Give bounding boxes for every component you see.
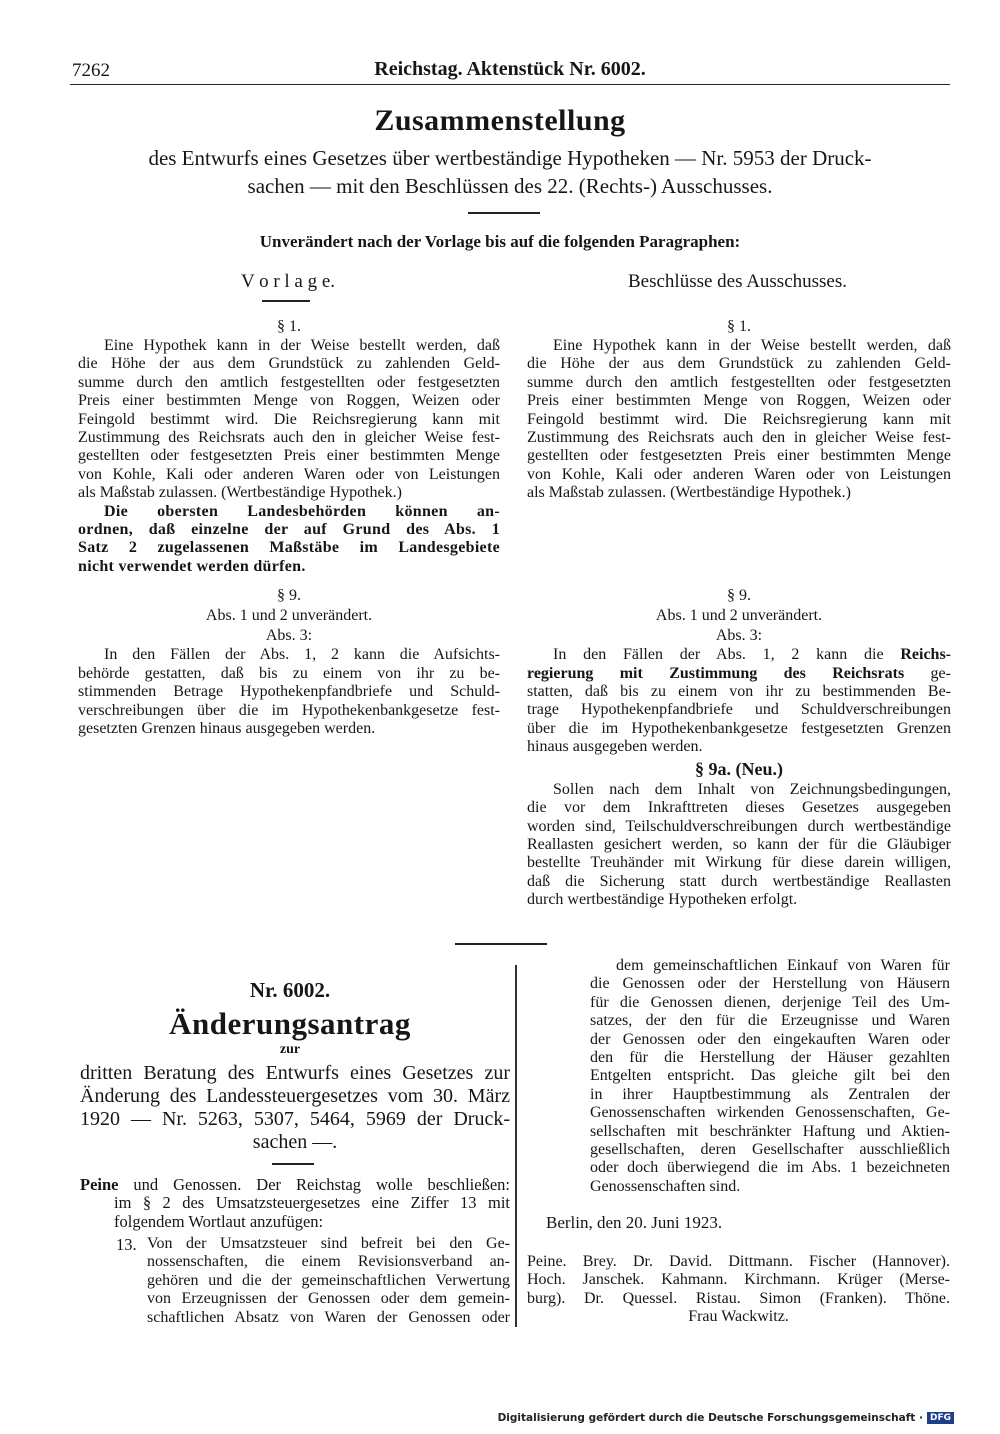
divider	[262, 300, 310, 302]
text-line: hinaus ausgegeben werden.	[527, 738, 703, 756]
text-line: summe durch den amtlich festgestellten oder festgesetzten	[78, 373, 500, 391]
text-line: gestellten oder festgesetzten Preis einer bestimmten Menge	[78, 447, 500, 465]
subsection-note: Abs. 1 und 2 unverändert.	[205, 607, 373, 625]
text-line: sellschaften mit beschränkter Haftung und Aktien-	[590, 1122, 950, 1140]
unchanged-note: Unverändert nach der Vorlage bis auf die folgenden Paragraphen:	[259, 232, 741, 251]
text-line: Satz 2 zugelassenen Maßstäbe im Landesgebiete	[78, 539, 500, 557]
text-line: Genossenschaften wirkenden Genossenschaften, Ge-	[590, 1104, 950, 1122]
text-line: Änderung des Landessteuergesetzes vom 30. März	[80, 1085, 510, 1107]
subsection-note: Abs. 3:	[715, 627, 763, 645]
item-number: 13.	[116, 1235, 137, 1254]
left-column-heading: V o r l a g e.	[240, 271, 336, 292]
text-line: Preis einer bestimmten Menge von Roggen, Weizen oder	[527, 392, 951, 410]
text-line: der Genossen oder den eingekauften Waren oder	[590, 1030, 950, 1048]
text-line: Frau Wackwitz.	[688, 1308, 789, 1326]
text-line: für die Genossen dienen, derjenige Teil des Um-	[590, 993, 950, 1011]
footer	[498, 1412, 954, 1424]
subtitle-line: sachen — mit den Beschlüssen des 22. (Rechts-) Ausschusses.	[247, 174, 773, 198]
text-line: In den Fällen der Abs. 1, 2 kann die Aufsichts-	[104, 646, 500, 664]
divider	[468, 212, 540, 214]
text-line: Peine und Genossen. Der Reichstag wolle beschließen:	[80, 1175, 510, 1194]
text-line: den für die Herstellung der Häuser gezahlten	[590, 1049, 950, 1067]
paragraph	[78, 503, 500, 577]
divider	[272, 1163, 314, 1165]
text-line: durch wertbeständige Hypotheken erfolgt.	[527, 891, 798, 909]
text-line: Entgelten entspricht. Das gleiche gilt bei den	[590, 1067, 950, 1085]
compilation-title: Zusammenstellung	[374, 104, 626, 137]
text-line: im § 2 des Umsatzsteuergesetzes eine Ziffer 13 mit	[114, 1193, 510, 1213]
page-number: 7262	[72, 60, 110, 81]
signatory-list	[527, 1253, 950, 1327]
footer-text: Digitalisierung gefördert durch die Deutsche Forschungsgemeinschaft ·	[497, 1412, 923, 1424]
subsection-note: Abs. 3:	[265, 627, 313, 645]
text-line: trage Hypothekenpfandbriefe und Schuldverschreibungen	[527, 701, 951, 719]
text-line: Feingold bestimmt wird. Die Reichsregierung kann mit	[78, 410, 500, 428]
text-line: gesetzten Grenzen hinaus ausgegeben werden.	[78, 719, 376, 737]
motion-intro	[80, 1176, 510, 1231]
text-line: schaftlichen Absatz von Waren der Genossen oder	[147, 1308, 510, 1326]
text-line: summe durch den amtlich festgestellten oder festgesetzten	[527, 373, 951, 391]
subtitle-line: des Entwurfs eines Gesetzes über wertbeständige Hypotheken — Nr. 5953 der Druck-	[148, 146, 872, 170]
section-heading: § 9.	[277, 587, 301, 605]
paragraph	[147, 1235, 510, 1327]
paragraph	[527, 646, 951, 756]
divider	[455, 943, 547, 945]
text-line: Zustimmung des Reichsrats auch den in gleicher Weise fest-	[78, 429, 500, 447]
motion-zur: zur	[279, 1042, 301, 1057]
motion-title: Änderungsantrag	[169, 1006, 411, 1041]
paragraph	[78, 646, 500, 738]
text-line: die vor dem Inkrafttreten dieses Gesetzes ausgegeben	[527, 799, 951, 817]
text-line: gesellschaften, deren Gesellschafter ausschließlich	[590, 1141, 950, 1159]
text-line: worden sind, Teilschuldverschreibungen durch wertbeständige	[527, 817, 951, 835]
signatories	[527, 1253, 950, 1327]
paragraph	[78, 337, 500, 503]
vorlage-column	[78, 317, 500, 738]
text-line: burg). Dr. Quessel. Ristau. Simon (Franken). Thöne.	[527, 1289, 950, 1307]
text-line: daß die Sicherung statt durch wertbeständige Reallasten	[527, 872, 951, 890]
right-column-heading: Beschlüsse des Ausschusses.	[627, 271, 848, 292]
text-line: Peine. Brey. Dr. David. Dittmann. Fischer (Hannover).	[527, 1253, 950, 1270]
item-text-continued	[590, 957, 950, 1196]
dfg-logo: DFG	[927, 1412, 954, 1424]
text-line: die Höhe der aus dem Grundstück zu zahlenden Geld-	[78, 355, 500, 373]
text-line: sachen —.	[252, 1131, 338, 1153]
subsection-note: Abs. 1 und 2 unverändert.	[655, 607, 823, 625]
text-line: oder doch überwiegend die im Abs. 1 bezeichneten	[590, 1159, 950, 1177]
text-line: die Genossen oder der Herstellung von Häusern	[590, 975, 950, 993]
text-line: über die im Hypothekenbankgesetze festgesetzten Grenzen	[527, 719, 951, 737]
motion-subject	[80, 1062, 510, 1154]
text-line: Preis einer bestimmten Menge von Roggen, Weizen oder	[78, 392, 500, 410]
beschluesse-column	[527, 317, 951, 910]
text-line: nicht verwendet werden dürfen.	[78, 557, 306, 575]
text-line: folgendem Wortlaut anzufügen:	[114, 1211, 324, 1231]
paragraph	[80, 1176, 510, 1231]
text-line: von Erzeugnissen der Genossen oder dem gemein-	[147, 1290, 510, 1308]
text-line: als Maßstab zulassen. (Wertbeständige Hypothek.)	[78, 484, 402, 502]
text-line: 1920 — Nr. 5263, 5307, 5464, 5969 der Druck-	[80, 1108, 510, 1130]
text-line: Genossenschaften sind.	[590, 1177, 741, 1195]
text-line: dritten Beratung des Entwurfs eines Gesetzes zur	[80, 1062, 510, 1084]
text-line: gestellten oder festgesetzten Preis einer bestimmten Menge	[527, 447, 951, 465]
running-header	[70, 58, 950, 85]
text-line: in ihrer Hauptbestimmung als Zentralen der	[590, 1085, 950, 1103]
text-line: regierung mit Zustimmung des Reichsrats ge-	[527, 664, 951, 682]
text-line: von Kohle, Kali oder anderen Waren oder von Leistungen	[527, 465, 951, 483]
text-line: von Kohle, Kali oder anderen Waren oder von Leistungen	[78, 465, 500, 483]
text-line: statten, daß bis zu einem von ihr zu bestimmenden Be-	[527, 683, 951, 701]
place-date: Berlin, den 20. Juni 1923.	[546, 1213, 723, 1232]
section-heading: § 1.	[277, 318, 301, 335]
text-line: Die obersten Landesbehörden können an-	[104, 502, 500, 520]
text-line: ordnen, daß einzelne der auf Grund des Abs. 1	[78, 521, 500, 539]
text-line: Sollen nach dem Inhalt von Zeichnungsbedingungen,	[553, 780, 951, 798]
column-divider	[515, 965, 517, 1327]
motion-number: Nr. 6002.	[249, 978, 331, 1002]
item-text	[147, 1235, 510, 1327]
text-line: nossenschaften, die einem Revisionsverband an-	[147, 1253, 510, 1271]
text-line: gehören und die der gemeinschaftlichen Verwertung	[147, 1271, 510, 1289]
compilation-subtitle	[60, 144, 960, 200]
text-line: satzes, der den für die Erzeugnisse und Waren	[590, 1012, 950, 1030]
paragraph	[527, 337, 951, 503]
text-line: Hoch. Janschek. Kahmann. Kirchmann. Krüger (Merse-	[527, 1271, 950, 1289]
section-heading: § 1.	[727, 318, 751, 335]
running-title: Reichstag. Aktenstück Nr. 6002.	[374, 58, 646, 80]
text-line: bestellte Treuhänder mit Wirkung für diese darein willigen,	[527, 854, 951, 872]
text-line: verschreibungen über die im Hypothekenbankgesetze fest-	[78, 701, 500, 719]
text-line: Eine Hypothek kann in der Weise bestellt werden, daß	[553, 337, 951, 354]
text-line: behörde gestatten, daß bis zu einem von ihr zu be-	[78, 664, 500, 682]
text-line: In den Fällen der Abs. 1, 2 kann die Reichs-	[553, 646, 951, 664]
text-line: Von der Umsatzsteuer sind befreit bei den Ge-	[147, 1235, 510, 1252]
text-line: Eine Hypothek kann in der Weise bestellt werden, daß	[104, 337, 500, 354]
text-line: die Höhe der aus dem Grundstück zu zahlenden Geld-	[527, 355, 951, 373]
text-line: Feingold bestimmt wird. Die Reichsregierung kann mit	[527, 410, 951, 428]
text-line: Reallasten gesichert werden, so kann der für die Gläubiger	[527, 835, 951, 853]
paragraph	[590, 957, 950, 1196]
section-heading: § 9.	[727, 587, 751, 605]
text-line: stimmenden Betrage Hypothekenpfandbriefe und Schuld-	[78, 683, 500, 701]
section-heading: § 9a. (Neu.)	[695, 758, 783, 779]
text-line: dem gemeinschaftlichen Einkauf von Waren für	[616, 957, 950, 974]
text-line: Zustimmung des Reichsrats auch den in gleicher Weise fest-	[527, 429, 951, 447]
text-line: als Maßstab zulassen. (Wertbeständige Hypothek.)	[527, 484, 851, 502]
subject	[80, 1062, 510, 1154]
paragraph	[527, 781, 951, 910]
